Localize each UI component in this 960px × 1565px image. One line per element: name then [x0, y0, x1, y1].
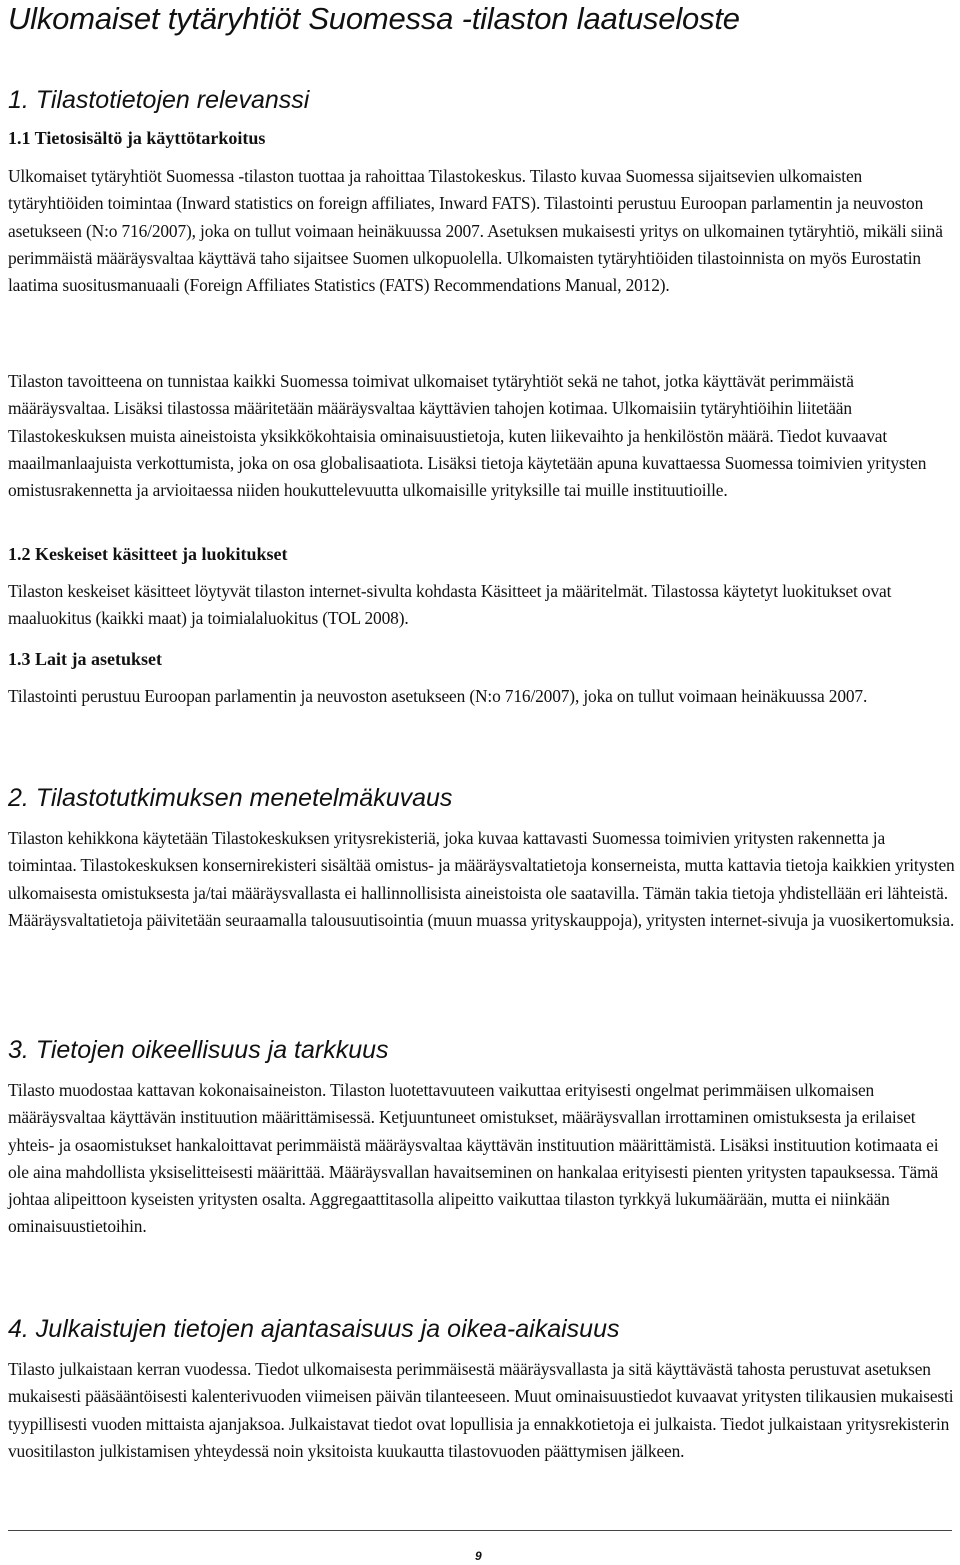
subsection-1-2-heading: 1.2 Keskeiset käsitteet ja luokitukset — [8, 544, 288, 564]
section-4-heading: 4. Julkaistujen tietojen ajantasaisuus ja oikea-aikaisuus — [8, 1315, 620, 1343]
section-4-paragraph-1: Tilasto julkaistaan kerran vuodessa. Tiedot ulkomaisesta perimmäisestä määräysvallasta ja sitä käyttävästä tahosta perustuvat asetuksen mukaisesti pääsääntöisesti kalenterivuoden viimeisen päivän tilanteeseen. Muut ominaisuustiedot kuvaavat yritysten tilikausien mukaisesti tyypillisesti vuoden mittaista ajanjaksoa. Julkaistavat tiedot ovat lopullisia ja ennakkotietoja ei julkaista. Tiedot julkaistaan yritysrekisterin vuositilaston julkistamisen yhteydessä noin yksitoista kuukautta tilastovuoden päättymisen jälkeen. — [8, 1359, 954, 1461]
subsection-1-2-paragraph-1: Tilaston keskeiset käsitteet löytyvät tilaston internet-sivulta kohdasta Käsitteet ja määritelmät. Tilastossa käytetyt luokitukset ovat maaluokitus (kaikki maat) ja toimialaluokitus (TOL 2008). — [8, 581, 892, 629]
page-number: 9 — [475, 1549, 482, 1563]
subsection-1-1-heading: 1.1 Tietosisältö ja käyttötarkoitus — [8, 128, 266, 148]
subsection-1-1-paragraph-2: Tilaston tavoitteena on tunnistaa kaikki Suomessa toimivat ulkomaiset tytäryhtiöt sekä ne tahot, jotka käyttävät perimmäistä määräysvaltaa. Lisäksi tilastossa määritetään määräysvaltaa käyttävien tahojen kotimaa. Ulkomaisiin tytäryhtiöihin liitetään Tilastokeskuksen muista aineistoista yksikkökohtaisia ominaisuustietoja, kuten liikevaihto ja henkilöstön määrä. Tiedot kuvaavat maailmanlaajuista verkottumista, joka on osa globalisaatiota. Lisäksi tietoja käytetään apuna kuvattaessa Suomessa toimivien yritysten omistusrakennetta ja arvioitaessa niiden houkuttelevuutta ulkomaisille yrityksille tai muille instituutioille. — [8, 371, 927, 501]
subsection-1-3-paragraph-1: Tilastointi perustuu Euroopan parlamentin ja neuvoston asetukseen (N:o 716/2007), joka on tullut voimaan heinäkuussa 2007. — [8, 686, 868, 706]
section-2-heading: 2. Tilastotutkimuksen menetelmäkuvaus — [8, 784, 453, 812]
section-1-heading: 1. Tilastotietojen relevanssi — [8, 86, 310, 114]
section-3-heading: 3. Tietojen oikeellisuus ja tarkkuus — [8, 1036, 389, 1064]
subsection-1-1-paragraph-1: Ulkomaiset tytäryhtiöt Suomessa -tilaston tuottaa ja rahoittaa Tilastokeskus. Tilasto kuvaa Suomessa sijaitsevien ulkomaisten tytäryhtiöiden toimintaa (Inward statistics on foreign affiliates, Inward FATS). Tilastointi perustuu Euroopan parlamentin ja neuvoston asetukseen (N:o 716/2007), joka on tullut voimaan heinäkuussa 2007. Asetuksen mukaisesti yritys on ulkomainen tytäryhtiö, mikäli siinä perimmäistä määräysvaltaa käyttävä taho sijaitsee Suomen ulkopuolella. Ulkomaisten tytäryhtiöiden tilastoinnista on myös Eurostatin laatima suositusmanuaali (Foreign Affiliates Statistics (FATS) Recommendations Manual, 2012). — [8, 166, 943, 296]
section-3-paragraph-1: Tilasto muodostaa kattavan kokonaisaineiston. Tilaston luotettavuuteen vaikuttaa erityisesti ongelmat perimmäisen ulkomaisen määräysvaltaa käyttävän instituution määrittämisessä. Ketjuuntuneet omistukset, määräysvallan irrottaminen omistuksesta ja erilaiset yhteis- ja osaomistukset hankaloittavat perimmäistä määräysvaltaa käyttävän instituution määrittämistä. Lisäksi instituution kotimaata ei ole aina mahdollista yksiselitteisesti määrittää. Määräysvallan havaitseminen on hankalaa erityisesti pienten yritysten tapauksessa. Tämä johtaa alipeittoon kyseisten yritysten osalta. Aggregaattitasolla alipeitto vaikuttaa tilaston tyrkkyä lukumäärään, mutta ei niinkään ominaisuustietoihin. — [8, 1080, 939, 1237]
section-2-paragraph-1: Tilaston kehikkona käytetään Tilastokeskuksen yritysrekisteriä, joka kuvaa kattavasti Suomessa toimivien yritysten rakennetta ja toimintaa. Tilastokeskuksen konsernirekisteri sisältää omistus- ja määräysvaltatietoja konserneista, mutta kattavia tietoja kaikkien yritysten ulkomaisesta omistuksesta ja/tai määräysvallasta ei hallinnollisista aineistoista ole saatavilla. Tämän takia tietoja yhdistellään eri lähteistä. Määräysvaltatietoja päivitetään seuraamalla talousuutisointia (muun muassa yrityskauppoja), yritysten internet-sivuja ja vuosikertomuksia. — [8, 828, 955, 930]
footer-divider — [8, 1530, 952, 1531]
subsection-1-3-heading: 1.3 Lait ja asetukset — [8, 649, 162, 669]
document-title: Ulkomaiset tytäryhtiöt Suomessa -tilaston laatuseloste — [8, 1, 740, 36]
